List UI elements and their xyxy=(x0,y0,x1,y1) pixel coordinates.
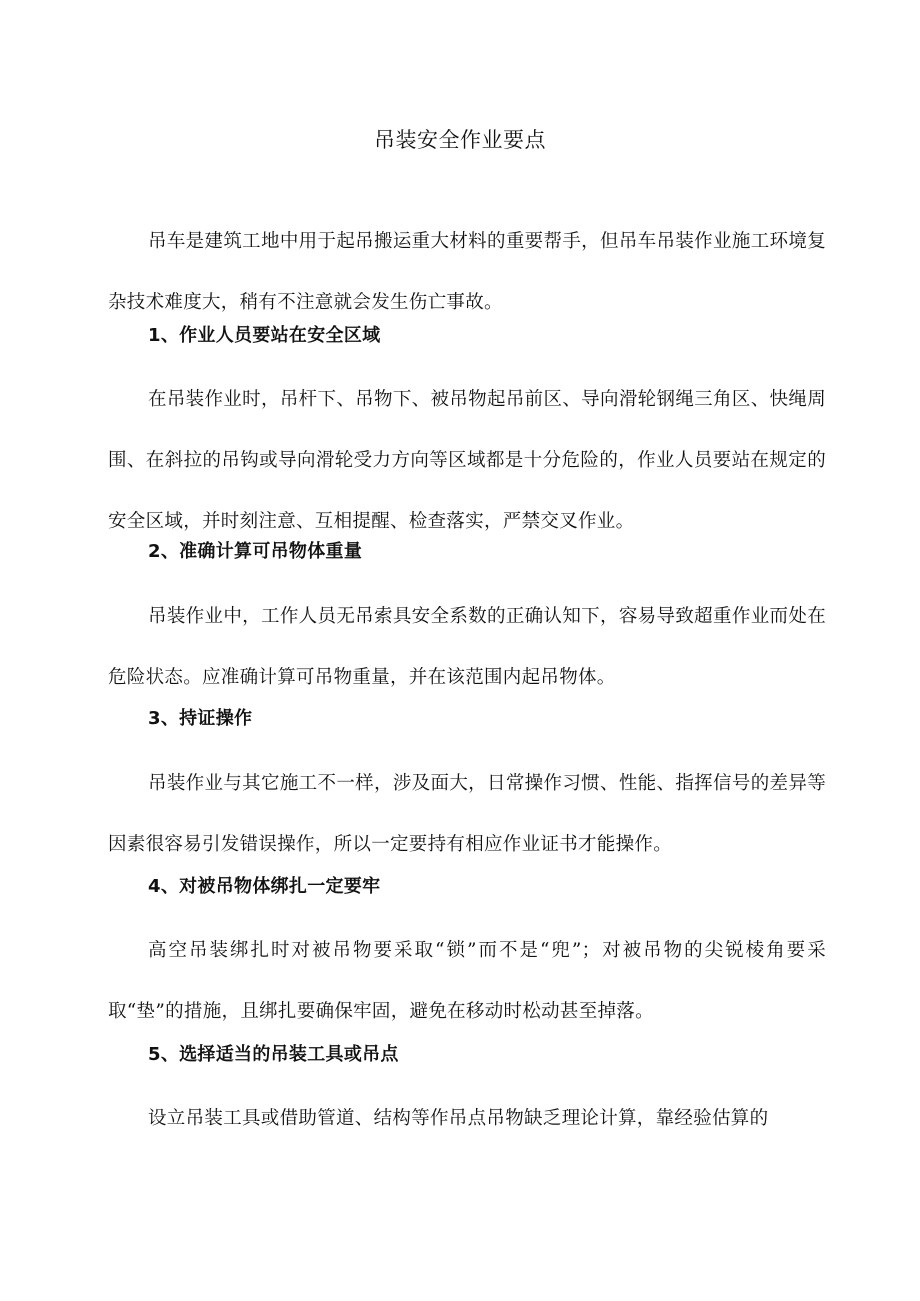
section-heading-2: 2、准确计算可吊物体重量 xyxy=(148,541,363,562)
section-heading-5: 5、选择适当的吊装工具或吊点 xyxy=(148,1044,399,1065)
intro-paragraph: 吊车是建筑工地中用于起吊搬运重大材料的重要帮手，但吊车吊装作业施工环境复杂技术难度大，稍有不注意就会发生伤亡事故。 xyxy=(108,231,826,313)
document-title: 吊装安全作业要点 xyxy=(374,128,546,152)
section-heading-1: 1、作业人员要站在安全区域 xyxy=(148,325,381,346)
section-heading-3: 3、持证操作 xyxy=(148,708,253,729)
section-body-4: 高空吊装绑扎时对被吊物要采取“锁”而不是“兜”；对被吊物的尖锐棱角要采取“垫”的措施，且绑扎要确保牢固，避免在移动时松动甚至掉落。 xyxy=(108,940,826,1022)
section-body-5: 设立吊装工具或借助管道、结构等作吊点吊物缺乏理论计算，靠经验估算的 xyxy=(148,1108,769,1129)
section-heading-4: 4、对被吊物体绑扎一定要牢 xyxy=(148,876,381,897)
section-body-2: 吊装作业中，工作人员无吊索具安全系数的正确认知下，容易导致超重作业而处在危险状态。应准确计算可吊物重量，并在该范围内起吊物体。 xyxy=(108,606,826,688)
section-body-3: 吊装作业与其它施工不一样，涉及面大，日常操作习惯、性能、指挥信号的差异等因素很容易引发错误操作，所以一定要持有相应作业证书才能操作。 xyxy=(108,773,826,855)
section-body-1: 在吊装作业时，吊杆下、吊物下、被吊物起吊前区、导向滑轮钢绳三角区、快绳周围、在斜拉的吊钩或导向滑轮受力方向等区域都是十分危险的，作业人员要站在规定的安全区域，并时刻注意、互相提醒、检查落实，严禁交叉作业。 xyxy=(108,389,826,532)
